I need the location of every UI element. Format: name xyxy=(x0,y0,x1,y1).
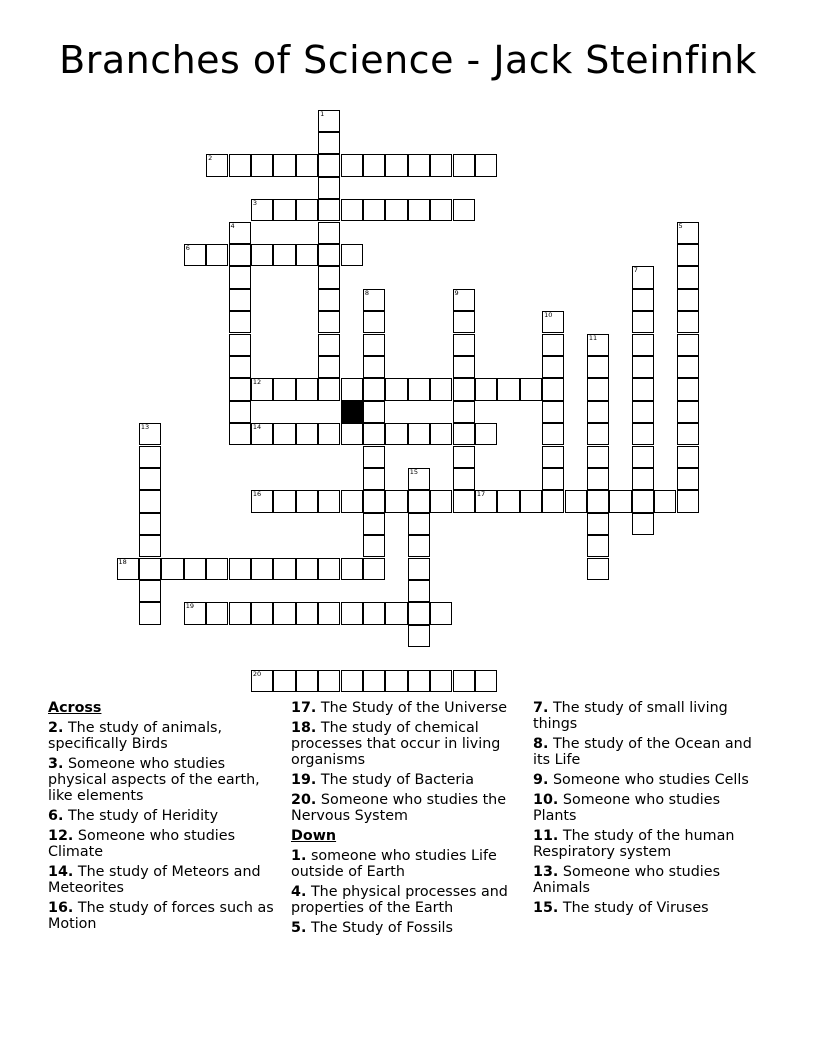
crossword-cell[interactable] xyxy=(453,289,475,311)
clue-number: 10. xyxy=(533,792,559,808)
crossword-cell[interactable] xyxy=(408,490,430,512)
clue-text: Someone who studies Cells xyxy=(552,772,749,788)
crossword-cell[interactable] xyxy=(363,670,385,692)
clue-down-1 xyxy=(291,848,523,880)
crossword-cell[interactable] xyxy=(318,378,340,400)
crossword-cell[interactable] xyxy=(318,154,340,176)
crossword-cell[interactable] xyxy=(408,154,430,176)
clue-text: The Study of the Universe xyxy=(320,700,508,716)
crossword-cell[interactable] xyxy=(385,670,407,692)
clue-across-12 xyxy=(48,828,280,860)
crossword-cell[interactable] xyxy=(251,490,273,512)
clue-number: 6. xyxy=(48,808,64,824)
crossword-cell[interactable] xyxy=(318,334,340,356)
crossword-cell[interactable] xyxy=(341,154,363,176)
crossword-cell[interactable] xyxy=(453,490,475,512)
crossword-cell[interactable] xyxy=(318,199,340,221)
clue-down-15 xyxy=(533,900,765,916)
crossword-cell[interactable] xyxy=(408,535,430,557)
crossword-cell[interactable] xyxy=(385,602,407,624)
clue-across-6 xyxy=(48,808,280,824)
crossword-cell[interactable] xyxy=(161,558,183,580)
clue-column-3 xyxy=(533,700,765,920)
crossword-cell[interactable] xyxy=(453,670,475,692)
crossword-cell[interactable] xyxy=(341,670,363,692)
page-title: Branches of Science - Jack Steinfink xyxy=(59,38,757,82)
clue-text: The physical processes and properties of the Earth xyxy=(291,884,508,916)
crossword-cell[interactable] xyxy=(677,378,699,400)
clue-text: someone who studies Life outside of Earth xyxy=(291,848,497,880)
crossword-cell[interactable] xyxy=(587,334,609,356)
clue-column-2 xyxy=(291,700,523,940)
clue-down-13 xyxy=(533,864,765,896)
clue-number: 13. xyxy=(533,864,559,880)
cell-number: 11 xyxy=(588,333,598,342)
crossword-cell[interactable] xyxy=(296,558,318,580)
crossword-cell[interactable] xyxy=(318,356,340,378)
cell-number: 10 xyxy=(544,311,553,320)
crossword-cell[interactable] xyxy=(587,356,609,378)
crossword-cell[interactable] xyxy=(677,311,699,333)
crossword-cell[interactable] xyxy=(318,177,340,199)
clue-column-1 xyxy=(48,700,280,936)
crossword-cell[interactable] xyxy=(677,244,699,266)
crossword-cell[interactable] xyxy=(318,289,340,311)
clue-text: The Study of Fossils xyxy=(310,920,453,936)
clue-number: 1. xyxy=(291,848,307,864)
clue-number: 20. xyxy=(291,792,317,808)
crossword-cell[interactable] xyxy=(520,490,542,512)
crossword-cell[interactable] xyxy=(587,446,609,468)
crossword-cell[interactable] xyxy=(408,423,430,445)
crossword-cell[interactable] xyxy=(408,468,430,490)
clue-number: 8. xyxy=(533,736,549,752)
crossword-cell[interactable] xyxy=(363,401,385,423)
crossword-cell[interactable] xyxy=(475,423,497,445)
crossword-cell[interactable] xyxy=(229,311,251,333)
crossword-cell[interactable] xyxy=(296,670,318,692)
cell-number: 17 xyxy=(476,490,486,499)
crossword-cell[interactable] xyxy=(430,423,452,445)
crossword-cell[interactable] xyxy=(229,602,251,624)
crossword-cell[interactable] xyxy=(296,199,318,221)
crossword-cell[interactable] xyxy=(430,670,452,692)
crossword-cell[interactable] xyxy=(408,602,430,624)
clue-text: The study of chemical processes that occur in living organisms xyxy=(291,720,501,768)
crossword-cell[interactable] xyxy=(296,602,318,624)
crossword-cell[interactable] xyxy=(542,446,564,468)
crossword-cell[interactable] xyxy=(229,401,251,423)
crossword-cell[interactable] xyxy=(318,558,340,580)
clue-number: 15. xyxy=(533,900,559,916)
clue-text: The study of forces such as Motion xyxy=(48,900,274,932)
clue-across-3 xyxy=(48,756,280,804)
crossword-cell[interactable] xyxy=(587,490,609,512)
crossword-cell[interactable] xyxy=(408,378,430,400)
crossword-cell[interactable] xyxy=(497,378,519,400)
crossword-cell[interactable] xyxy=(385,378,407,400)
clue-text: The study of small living things xyxy=(533,700,728,732)
crossword-cell[interactable] xyxy=(363,535,385,557)
crossword-cell[interactable] xyxy=(677,423,699,445)
crossword-cell[interactable] xyxy=(385,199,407,221)
clue-down-10 xyxy=(533,792,765,824)
clue-number: 12. xyxy=(48,828,74,844)
crossword-cell[interactable] xyxy=(117,558,139,580)
crossword-cell[interactable] xyxy=(565,490,587,512)
clue-down-9 xyxy=(533,772,765,788)
cell-number: 14 xyxy=(252,423,262,432)
crossword-cell[interactable] xyxy=(363,289,385,311)
crossword-cell[interactable] xyxy=(430,490,452,512)
crossword-cell[interactable] xyxy=(408,558,430,580)
crossword-cell[interactable] xyxy=(632,378,654,400)
crossword-cell[interactable] xyxy=(341,602,363,624)
black-square xyxy=(341,401,363,423)
crossword-cell[interactable] xyxy=(408,513,430,535)
crossword-cell[interactable] xyxy=(273,244,295,266)
crossword-cell[interactable] xyxy=(139,558,161,580)
crossword-cell[interactable] xyxy=(296,490,318,512)
crossword-cell[interactable] xyxy=(363,468,385,490)
crossword-cell[interactable] xyxy=(632,468,654,490)
crossword-cell[interactable] xyxy=(206,558,228,580)
crossword-cell[interactable] xyxy=(363,602,385,624)
crossword-cell[interactable] xyxy=(273,670,295,692)
crossword-cell[interactable] xyxy=(542,490,564,512)
crossword-cell[interactable] xyxy=(139,490,161,512)
crossword-cell[interactable] xyxy=(273,490,295,512)
cell-number: 20 xyxy=(252,669,262,678)
crossword-cell[interactable] xyxy=(430,602,452,624)
crossword-cell[interactable] xyxy=(139,423,161,445)
crossword-cell[interactable] xyxy=(677,468,699,490)
crossword-cell[interactable] xyxy=(273,154,295,176)
crossword-cell[interactable] xyxy=(363,154,385,176)
cell-number: 8 xyxy=(364,288,370,297)
crossword-cell[interactable] xyxy=(587,513,609,535)
crossword-cell[interactable] xyxy=(408,670,430,692)
cell-number: 7 xyxy=(633,266,638,275)
crossword-cell[interactable] xyxy=(229,244,251,266)
cell-number: 18 xyxy=(118,557,127,566)
crossword-cell[interactable] xyxy=(341,490,363,512)
clue-number: 18. xyxy=(291,720,317,736)
cell-number: 12 xyxy=(252,378,262,387)
clue-number: 9. xyxy=(533,772,549,788)
across-heading: Across xyxy=(48,700,102,716)
crossword-cell[interactable] xyxy=(677,446,699,468)
crossword-cell[interactable] xyxy=(229,334,251,356)
crossword-cell[interactable] xyxy=(453,154,475,176)
crossword-cell[interactable] xyxy=(587,401,609,423)
clue-number: 14. xyxy=(48,864,74,880)
clue-text: Someone who studies Climate xyxy=(48,828,236,860)
crossword-cell[interactable] xyxy=(318,266,340,288)
clue-number: 4. xyxy=(291,884,307,900)
crossword-cell[interactable] xyxy=(251,602,273,624)
crossword-cell[interactable] xyxy=(453,401,475,423)
crossword-cell[interactable] xyxy=(139,602,161,624)
crossword-cell[interactable] xyxy=(408,625,430,647)
crossword-cell[interactable] xyxy=(542,311,564,333)
crossword-cell[interactable] xyxy=(273,602,295,624)
crossword-cell[interactable] xyxy=(632,266,654,288)
clue-text: Someone who studies physical aspects of the earth, like elements xyxy=(48,756,260,804)
crossword-cell[interactable] xyxy=(453,199,475,221)
crossword-cell[interactable] xyxy=(363,334,385,356)
crossword-cell[interactable] xyxy=(206,602,228,624)
cell-number: 13 xyxy=(140,423,150,432)
crossword-cell[interactable] xyxy=(632,311,654,333)
crossword-cell[interactable] xyxy=(273,423,295,445)
clue-text: The study of Heridity xyxy=(67,808,219,824)
crossword-cell[interactable] xyxy=(318,110,340,132)
crossword-cell[interactable] xyxy=(229,266,251,288)
crossword-cell[interactable] xyxy=(430,199,452,221)
cell-number: 15 xyxy=(409,467,418,476)
crossword-cell[interactable] xyxy=(318,602,340,624)
crossword-cell[interactable] xyxy=(520,378,542,400)
crossword-cell[interactable] xyxy=(341,199,363,221)
crossword-cell[interactable] xyxy=(542,334,564,356)
crossword-cell[interactable] xyxy=(654,490,676,512)
crossword-cell[interactable] xyxy=(229,423,251,445)
cell-number: 16 xyxy=(252,490,262,499)
clue-across-20 xyxy=(291,792,523,824)
crossword-cell[interactable] xyxy=(363,490,385,512)
cell-number: 9 xyxy=(454,288,459,297)
crossword-cell[interactable] xyxy=(229,222,251,244)
crossword-cell[interactable] xyxy=(251,154,273,176)
down-heading: Down xyxy=(291,828,337,844)
crossword-cell[interactable] xyxy=(184,602,206,624)
clue-down-5 xyxy=(291,920,523,936)
crossword-cell[interactable] xyxy=(273,378,295,400)
crossword-cell[interactable] xyxy=(363,423,385,445)
crossword-cell[interactable] xyxy=(273,558,295,580)
clue-text: The study of Viruses xyxy=(562,900,709,916)
crossword-cell[interactable] xyxy=(453,378,475,400)
crossword-cell[interactable] xyxy=(206,244,228,266)
crossword-cell[interactable] xyxy=(632,356,654,378)
crossword-cell[interactable] xyxy=(677,334,699,356)
crossword-cell[interactable] xyxy=(475,670,497,692)
crossword-cell[interactable] xyxy=(587,468,609,490)
crossword-cell[interactable] xyxy=(632,446,654,468)
cell-number: 2 xyxy=(208,154,213,163)
clue-number: 11. xyxy=(533,828,559,844)
clue-down-4 xyxy=(291,884,523,916)
crossword-cell[interactable] xyxy=(341,423,363,445)
crossword-cell[interactable] xyxy=(251,378,273,400)
crossword-cell[interactable] xyxy=(632,513,654,535)
crossword-cell[interactable] xyxy=(385,423,407,445)
crossword-cell[interactable] xyxy=(453,311,475,333)
cell-number: 1 xyxy=(320,109,325,118)
crossword-cell[interactable] xyxy=(363,356,385,378)
crossword-cell[interactable] xyxy=(229,378,251,400)
clue-text: The study of Bacteria xyxy=(320,772,474,788)
clue-number: 16. xyxy=(48,900,74,916)
crossword-cell[interactable] xyxy=(318,244,340,266)
crossword-cell[interactable] xyxy=(251,199,273,221)
clue-number: 7. xyxy=(533,700,549,716)
crossword-cell[interactable] xyxy=(453,356,475,378)
crossword-cell[interactable] xyxy=(318,132,340,154)
crossword-cell[interactable] xyxy=(363,378,385,400)
crossword-cell[interactable] xyxy=(542,423,564,445)
crossword-cell[interactable] xyxy=(363,199,385,221)
crossword-cell[interactable] xyxy=(542,401,564,423)
cell-number: 3 xyxy=(252,199,258,208)
crossword-cell[interactable] xyxy=(677,356,699,378)
crossword-cell[interactable] xyxy=(318,423,340,445)
crossword-cell[interactable] xyxy=(453,446,475,468)
crossword-cell[interactable] xyxy=(229,289,251,311)
crossword-cell[interactable] xyxy=(408,199,430,221)
crossword-cell[interactable] xyxy=(251,423,273,445)
crossword-cell[interactable] xyxy=(677,289,699,311)
crossword-cell[interactable] xyxy=(184,244,206,266)
crossword-cell[interactable] xyxy=(363,311,385,333)
crossword-cell[interactable] xyxy=(385,154,407,176)
crossword-cell[interactable] xyxy=(184,558,206,580)
crossword-cell[interactable] xyxy=(296,378,318,400)
clue-number: 19. xyxy=(291,772,317,788)
clue-down-11 xyxy=(533,828,765,860)
crossword-cell[interactable] xyxy=(677,401,699,423)
crossword-cell[interactable] xyxy=(453,468,475,490)
clue-text: Someone who studies the Nervous System xyxy=(291,792,507,824)
crossword-cell[interactable] xyxy=(475,378,497,400)
crossword-cell[interactable] xyxy=(475,154,497,176)
clue-text: The study of Meteors and Meteorites xyxy=(48,864,261,896)
crossword-cell[interactable] xyxy=(430,154,452,176)
crossword-cell[interactable] xyxy=(139,535,161,557)
clue-down-7 xyxy=(533,700,765,732)
clue-number: 5. xyxy=(291,920,307,936)
clue-down-8 xyxy=(533,736,765,768)
crossword-cell[interactable] xyxy=(542,468,564,490)
crossword-cell[interactable] xyxy=(341,378,363,400)
crossword-cell[interactable] xyxy=(385,490,407,512)
crossword-cell[interactable] xyxy=(587,423,609,445)
crossword-cell[interactable] xyxy=(206,154,228,176)
clue-number: 3. xyxy=(48,756,64,772)
crossword-cell[interactable] xyxy=(677,490,699,512)
cell-number: 6 xyxy=(185,243,190,252)
crossword-cell[interactable] xyxy=(139,446,161,468)
crossword-cell[interactable] xyxy=(632,289,654,311)
crossword-cell[interactable] xyxy=(632,334,654,356)
crossword-cell[interactable] xyxy=(677,222,699,244)
crossword-cell[interactable] xyxy=(430,378,452,400)
crossword-cell[interactable] xyxy=(632,423,654,445)
clue-across-16 xyxy=(48,900,280,932)
clue-text: The study of the human Respiratory system xyxy=(533,828,735,860)
crossword-cell[interactable] xyxy=(251,670,273,692)
crossword-cell[interactable] xyxy=(318,490,340,512)
clue-across-18 xyxy=(291,720,523,768)
cell-number: 5 xyxy=(678,221,683,230)
crossword-cell[interactable] xyxy=(296,244,318,266)
crossword-cell[interactable] xyxy=(542,356,564,378)
crossword-cell[interactable] xyxy=(341,558,363,580)
crossword-cell[interactable] xyxy=(296,423,318,445)
clue-text: Someone who studies Animals xyxy=(533,864,721,896)
clue-text: Someone who studies Plants xyxy=(533,792,721,824)
crossword-cell[interactable] xyxy=(363,513,385,535)
crossword-cell[interactable] xyxy=(318,670,340,692)
clue-text: The study of animals, specifically Birds xyxy=(48,720,223,752)
crossword-cell[interactable] xyxy=(229,154,251,176)
crossword-cell[interactable] xyxy=(453,334,475,356)
crossword-cell[interactable] xyxy=(497,490,519,512)
crossword-cell[interactable] xyxy=(475,490,497,512)
crossword-cell[interactable] xyxy=(609,490,631,512)
crossword-cell[interactable] xyxy=(363,558,385,580)
cell-number: 19 xyxy=(185,602,194,611)
crossword-cell[interactable] xyxy=(408,580,430,602)
cell-number: 4 xyxy=(230,221,235,230)
clue-text: The study of the Ocean and its Life xyxy=(533,736,752,768)
clue-across-2 xyxy=(48,720,280,752)
crossword-cell[interactable] xyxy=(139,513,161,535)
crossword-cell[interactable] xyxy=(139,468,161,490)
crossword-cell[interactable] xyxy=(587,558,609,580)
crossword-cell[interactable] xyxy=(318,222,340,244)
clue-across-17 xyxy=(291,700,523,716)
crossword-cell[interactable] xyxy=(273,199,295,221)
crossword-cell[interactable] xyxy=(296,154,318,176)
clue-number: 17. xyxy=(291,700,317,716)
crossword-cell[interactable] xyxy=(341,244,363,266)
crossword-cell[interactable] xyxy=(318,311,340,333)
crossword-cell[interactable] xyxy=(229,558,251,580)
clue-across-14 xyxy=(48,864,280,896)
clue-across-19 xyxy=(291,772,523,788)
crossword-cell[interactable] xyxy=(632,490,654,512)
clue-number: 2. xyxy=(48,720,64,736)
crossword-cell[interactable] xyxy=(229,356,251,378)
crossword-cell[interactable] xyxy=(453,423,475,445)
crossword-cell[interactable] xyxy=(632,401,654,423)
crossword-cell[interactable] xyxy=(587,535,609,557)
crossword-cell[interactable] xyxy=(363,446,385,468)
crossword-cell[interactable] xyxy=(677,266,699,288)
crossword-cell[interactable] xyxy=(251,244,273,266)
crossword-cell[interactable] xyxy=(139,580,161,602)
crossword-cell[interactable] xyxy=(587,378,609,400)
crossword-cell[interactable] xyxy=(251,558,273,580)
crossword-cell[interactable] xyxy=(542,378,564,400)
